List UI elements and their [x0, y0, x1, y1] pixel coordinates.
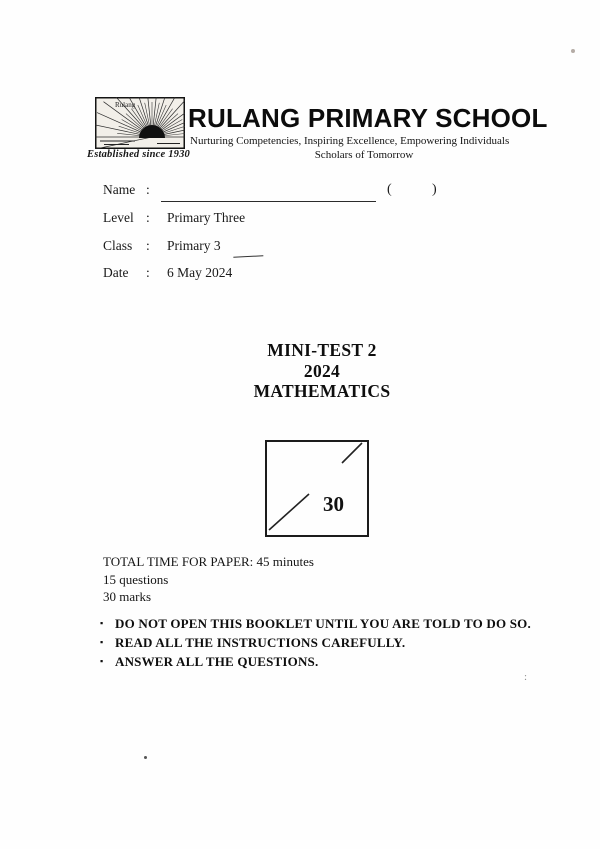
scan-artifact-colon: : — [524, 671, 528, 683]
index-close-paren: ) — [432, 182, 437, 197]
level-row — [103, 210, 245, 226]
question-count-text: 15 questions — [103, 571, 169, 587]
instruction-item — [100, 636, 532, 651]
paper-title-line-1: MINI-TEST 2 — [267, 340, 377, 360]
date-label: Date — [103, 265, 129, 280]
instructions-list — [100, 617, 532, 674]
level-value: Primary Three — [167, 210, 246, 225]
date-row — [103, 265, 232, 281]
bullet-icon: ▪ — [100, 618, 104, 628]
instruction-text: DO NOT OPEN THIS BOOKLET UNTIL YOU ARE TOLD TO DO SO. — [115, 616, 531, 631]
index-open-paren: ( — [387, 182, 392, 197]
motto-line-2: Scholars of Tomorrow — [314, 149, 414, 161]
date-value: 6 May 2024 — [167, 265, 233, 280]
instruction-item — [100, 655, 532, 670]
established-since-text: Established since 1930 — [87, 149, 190, 160]
name-label: Name — [103, 182, 136, 197]
total-marks-value: 30 — [323, 492, 344, 516]
instruction-item — [100, 617, 532, 632]
paper-title — [172, 340, 472, 402]
bullet-icon: ▪ — [100, 637, 104, 647]
scan-speck — [144, 756, 147, 759]
level-label: Level — [103, 210, 134, 225]
name-separator: : — [146, 182, 150, 197]
name-row — [103, 182, 154, 198]
total-marks-box — [265, 440, 369, 537]
class-label: Class — [103, 238, 133, 253]
level-separator: : — [146, 210, 150, 225]
logo-text: Rulang — [115, 101, 136, 109]
class-value: Primary 3 — [167, 238, 221, 253]
class-underline-mark — [233, 242, 264, 258]
paper-info — [103, 553, 314, 606]
date-separator: : — [146, 265, 150, 280]
instruction-text: READ ALL THE INSTRUCTIONS CAREFULLY. — [115, 635, 406, 650]
school-name: RULANG PRIMARY SCHOOL — [188, 103, 548, 133]
name-fill-in-line — [161, 183, 376, 202]
class-row — [103, 238, 221, 254]
scan-speck — [571, 49, 575, 53]
class-separator: : — [146, 238, 150, 253]
paper-title-line-2: 2024 — [303, 360, 341, 381]
bullet-icon: ▪ — [100, 656, 104, 666]
paper-title-line-3: MATHEMATICS — [253, 381, 391, 401]
marks-box-diagonal-strokes — [267, 442, 363, 531]
mark-count-text: 30 marks — [103, 589, 152, 604]
school-motto — [190, 135, 538, 161]
school-logo-sunrise-icon — [95, 97, 185, 149]
total-time-text: TOTAL TIME FOR PAPER: 45 minutes — [103, 554, 314, 569]
instruction-text: ANSWER ALL THE QUESTIONS. — [115, 654, 319, 669]
motto-line-1: Nurturing Competencies, Inspiring Excellence, Empowering Individuals — [190, 135, 510, 147]
